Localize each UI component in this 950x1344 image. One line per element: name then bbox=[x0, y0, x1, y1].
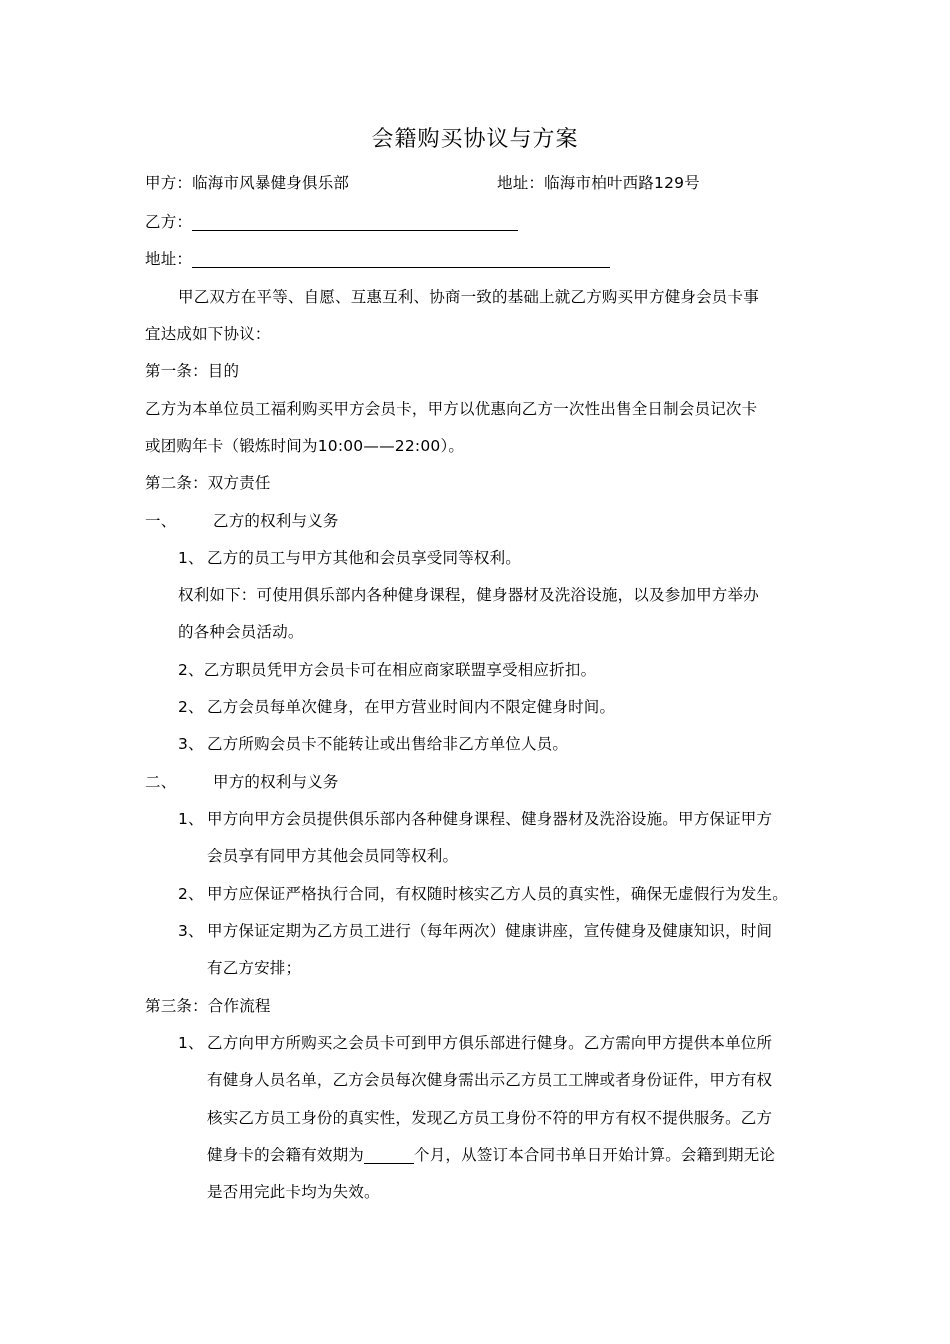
party-a-line bbox=[145, 172, 349, 194]
article-3-item-1-line-4 bbox=[207, 1144, 775, 1166]
section-2-title: 甲方的权利与义务 bbox=[213, 773, 339, 791]
section-2-heading bbox=[145, 771, 339, 793]
membership-months-blank[interactable] bbox=[364, 1147, 414, 1164]
section-2-item-3-line-1: 甲方保证定期为乙方员工进行（每年两次）健康讲座，宣传健身及健康知识，时间 bbox=[207, 922, 773, 940]
party-b-address-line bbox=[145, 248, 610, 270]
section-2-item-3 bbox=[178, 920, 772, 942]
section-1-item-1-text: 乙方的员工与甲方其他和会员享受同等权利。 bbox=[207, 549, 522, 567]
article-3-item-1-line-4-after: 个月，从签订本合同书单日开始计算。会籍到期无论 bbox=[414, 1146, 776, 1164]
intro-line-2: 宜达成如下协议： bbox=[145, 325, 271, 343]
section-1-item-2 bbox=[178, 659, 596, 681]
section-2-item-2-line-1: 甲方应保证严格执行合同，有权随时核实乙方人员的真实性，确保无虚假行为发生。 bbox=[207, 885, 788, 903]
party-a-address-label: 地址： bbox=[497, 174, 545, 192]
party-a-address-line bbox=[497, 172, 700, 194]
section-2-item-1 bbox=[178, 808, 772, 830]
section-1-item-3-number: 2、 bbox=[178, 698, 204, 716]
section-1-item-3 bbox=[178, 696, 615, 718]
article-3-item-1-line-3: 核实乙方员工身份的真实性，发现乙方员工身份不符的甲方有权不提供服务。乙方 bbox=[207, 1109, 773, 1127]
party-b-address-blank[interactable] bbox=[192, 251, 610, 268]
section-2-item-1-line-2: 会员享有同甲方其他会员同等权利。 bbox=[207, 847, 459, 865]
section-1-heading bbox=[145, 510, 339, 532]
article-3-item-1-number: 1、 bbox=[178, 1034, 204, 1052]
party-a-label: 甲方： bbox=[145, 174, 193, 192]
party-b-name-blank[interactable] bbox=[192, 214, 518, 231]
section-1-rights-line-1: 权利如下：可使用俱乐部内各种健身课程，健身器材及洗浴设施，以及参加甲方举办 bbox=[178, 586, 759, 604]
section-2-item-1-number: 1、 bbox=[178, 810, 204, 828]
section-1-item-4-number: 3、 bbox=[178, 735, 204, 753]
article-3-item-1-line-5: 是否用完此卡均为失效。 bbox=[207, 1183, 380, 1201]
section-2-number: 二、 bbox=[145, 773, 177, 791]
section-1-title: 乙方的权利与义务 bbox=[213, 512, 339, 530]
party-a-name: 临海市风暴健身俱乐部 bbox=[192, 174, 350, 192]
section-1-item-2-number: 2、 bbox=[178, 661, 204, 679]
section-1-item-2-text: 乙方职员凭甲方会员卡可在相应商家联盟享受相应折扣。 bbox=[203, 661, 597, 679]
section-1-number: 一、 bbox=[145, 512, 177, 530]
section-2-item-2-number: 2、 bbox=[178, 885, 204, 903]
party-a-address: 临海市柏叶西路129号 bbox=[544, 174, 700, 192]
article-3-item-1-line-1: 乙方向甲方所购买之会员卡可到甲方俱乐部进行健身。乙方需向甲方提供本单位所 bbox=[207, 1034, 773, 1052]
section-1-item-3-text: 乙方会员每单次健身，在甲方营业时间内不限定健身时间。 bbox=[207, 698, 616, 716]
section-2-item-3-number: 3、 bbox=[178, 922, 204, 940]
section-2-item-1-line-1: 甲方向甲方会员提供俱乐部内各种健身课程、健身器材及洗浴设施。甲方保证甲方 bbox=[207, 810, 773, 828]
section-1-item-1-number: 1、 bbox=[178, 549, 204, 567]
article-3-item-1-line-4-before: 健身卡的会籍有效期为 bbox=[207, 1146, 365, 1164]
document-title: 会籍购买协议与方案 bbox=[371, 127, 579, 152]
section-2-item-2 bbox=[178, 883, 788, 905]
article-1-line-2: 或团购年卡（锻炼时间为10:00——22:00）。 bbox=[145, 437, 465, 455]
article-1-heading: 第一条：目的 bbox=[145, 362, 240, 380]
party-b-address-label: 地址： bbox=[145, 250, 193, 268]
article-3-item-1-line-2: 有健身人员名单，乙方会员每次健身需出示乙方员工工牌或者身份证件，甲方有权 bbox=[207, 1071, 773, 1089]
party-b-line bbox=[145, 211, 518, 233]
article-1-line-1: 乙方为本单位员工福利购买甲方会员卡，甲方以优惠向乙方一次性出售全日制会员记次卡 bbox=[145, 400, 758, 418]
intro-line-1: 甲乙双方在平等、自愿、互惠互利、协商一致的基础上就乙方购买甲方健身会员卡事 bbox=[178, 288, 759, 306]
section-2-item-3-line-2: 有乙方安排； bbox=[207, 959, 302, 977]
section-1-item-4 bbox=[178, 733, 568, 755]
section-1-item-1 bbox=[178, 547, 521, 569]
section-1-rights-line-2: 的各种会员活动。 bbox=[178, 623, 304, 641]
party-b-label: 乙方： bbox=[145, 213, 193, 231]
article-2-heading: 第二条：双方责任 bbox=[145, 474, 271, 492]
article-3-item-1 bbox=[178, 1032, 772, 1054]
article-3-heading: 第三条：合作流程 bbox=[145, 997, 271, 1015]
section-1-item-4-text: 乙方所购会员卡不能转让或出售给非乙方单位人员。 bbox=[207, 735, 569, 753]
